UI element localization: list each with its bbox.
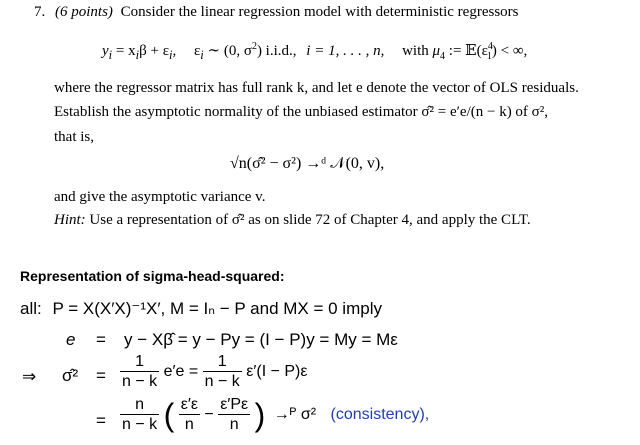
model-with: with bbox=[402, 43, 429, 59]
row2-frac-2 bbox=[203, 354, 242, 390]
hint-line bbox=[54, 212, 531, 229]
model-eps: ε bbox=[193, 43, 201, 59]
row2-frac-2-den: n − k bbox=[204, 373, 240, 390]
all-prefix: all: bbox=[20, 299, 42, 318]
row3-frac-lead bbox=[120, 397, 159, 433]
row3-frac-b bbox=[218, 397, 250, 433]
row3-conv: →ᴾ σ² bbox=[273, 406, 317, 424]
problem-intro: Consider the linear regression model with deterministic regressors bbox=[120, 4, 519, 20]
model-mu: μ bbox=[432, 43, 441, 59]
hint-text: Use a representation of σ̂² as on slide 72 of Chapter 4, and apply the CLT. bbox=[85, 212, 531, 228]
model-mu-sub: 4 bbox=[440, 51, 446, 62]
row2-eq: = bbox=[96, 366, 106, 385]
problem-line-2: Establish the asymptotic normality of the unbiased estimator σ̂² = e′e/(n − k) of σ², bbox=[54, 104, 549, 120]
row3-eq: = bbox=[96, 411, 106, 430]
row1-eq: = bbox=[96, 330, 106, 349]
problem-line-3: that is, bbox=[54, 129, 94, 145]
row3-frac-a bbox=[179, 397, 200, 433]
all-text: P = X(X′X)⁻¹X′, M = Iₙ − P and MX = 0 imply bbox=[52, 299, 382, 318]
row3-frac-lead-num: n bbox=[120, 397, 159, 415]
row3-frac-b-num: ε′Pε bbox=[220, 396, 249, 413]
row2-frac-1-num: 1 bbox=[120, 354, 159, 372]
model-equation: $y_i = x_i\beta + \varepsilon_i$, $\varepsilon_i$ ∼ (0, $\sigma^2$) i.i.d., i = 1, . . . , n, with $\mu_4$ := $𝔼(\varepsilon^4_1)$ < ∞, bbox=[102, 41, 528, 62]
row1-lhs: e bbox=[66, 330, 76, 349]
model-sub-i-x: i bbox=[135, 48, 140, 62]
row3-paren-close: ) bbox=[254, 397, 266, 433]
model-sub-i-eps: i bbox=[169, 48, 173, 62]
row3-paren-open: ( bbox=[163, 397, 175, 433]
problem-points: (6 points) bbox=[55, 4, 113, 20]
row2-body bbox=[120, 354, 308, 390]
row2-frac-1 bbox=[120, 354, 159, 390]
hint-label: Hint: bbox=[54, 212, 86, 228]
model-moment: := 𝔼(ε bbox=[445, 43, 488, 59]
problem-line-1: where the regressor matrix has full rank k, and let e denote the vector of OLS residuals. bbox=[54, 80, 579, 96]
model-beta: β + ε bbox=[139, 43, 169, 59]
model-dist: ∼ (0, σ bbox=[203, 43, 252, 59]
problem-line-4: and give the asymptotic variance v. bbox=[54, 189, 266, 205]
model-sep: , bbox=[172, 43, 177, 59]
row2-end: ε′(I − P)ε bbox=[246, 363, 308, 381]
solution-heading: Representation of sigma-head-squared: bbox=[20, 268, 285, 284]
row3-body bbox=[120, 397, 429, 433]
normality-display: √n(σ̂² − σ²) →ᵈ 𝒩(0, v), bbox=[230, 155, 385, 172]
row2-arrow: ⇒ bbox=[22, 367, 37, 386]
row3-frac-lead-den: n − k bbox=[122, 416, 158, 433]
row2-frac-2-num: 1 bbox=[203, 354, 242, 372]
model-index: i = 1, . . . , n, bbox=[306, 43, 385, 59]
all-line bbox=[20, 299, 382, 319]
row2-mid: e′e = bbox=[163, 363, 199, 381]
row3-frac-a-num: ε′ε bbox=[180, 396, 198, 413]
model-dist-close: ) i.i.d., bbox=[256, 43, 297, 59]
problem-header bbox=[34, 4, 519, 21]
row3-frac-a-den: n bbox=[184, 416, 194, 433]
row3-minus: − bbox=[204, 406, 214, 424]
row3-frac-b-den: n bbox=[229, 416, 239, 433]
row2-frac-1-den: n − k bbox=[122, 373, 158, 390]
row3-consistency-note: (consistency), bbox=[330, 406, 430, 424]
model-y: y bbox=[102, 43, 109, 59]
row1-rhs: y − Xβ̂ = y − Py = (I − P)y = My = Mε bbox=[124, 330, 398, 349]
model-moment-close: ) < ∞, bbox=[491, 43, 528, 59]
problem-number: 7. bbox=[34, 4, 46, 20]
model-sub-i-dist: i bbox=[200, 48, 204, 62]
model-eq: = x bbox=[112, 43, 136, 59]
model-sub-i: i bbox=[108, 48, 113, 62]
row2-lhs: σ̂² bbox=[62, 366, 79, 385]
